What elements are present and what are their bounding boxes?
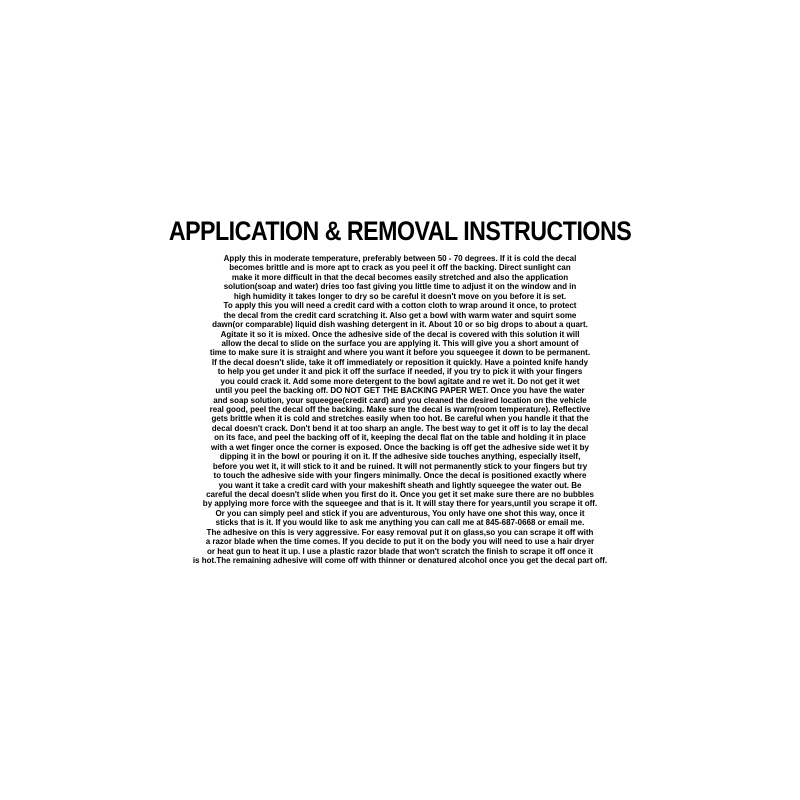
instruction-line: before you wet it, it will stick to it and be ruined. It will not permanently stick to your fingers but try — [212, 460, 588, 471]
instruction-line: to touch the adhesive side with your fingers minimally. Once the decal is positioned exactly where — [213, 470, 587, 481]
instruction-line: until you peel the backing off. DO NOT GET THE BACKING PAPER WET. Once you have the water — [215, 385, 585, 396]
instruction-line: gets brittle when it is cold and stretches easily when too hot. Be careful when you handle it that the — [211, 413, 589, 424]
instruction-line: you want it take a credit card with your makeshift sheath and lightly squeegee the water out. Be — [218, 479, 582, 490]
page-title: APPLICATION & REMOVAL INSTRUCTIONS — [168, 216, 632, 246]
instruction-line: dawn(or comparable) liquid dish washing detergent in it. About 10 or so big drops to about a quart. — [212, 319, 588, 330]
instruction-line: or heat gun to heat it up. I use a plastic razor blade that won't scratch the finish to scrape it off once it — [206, 545, 594, 556]
instruction-line: Apply this in moderate temperature, preferably between 50 - 70 degrees. If it is cold the decal — [223, 253, 577, 263]
instruction-line: and soap solution, your squeegee(credit card) and you cleaned the desired location on the vehicle — [213, 394, 587, 405]
instruction-line: by applying more force with the squeegee and that is it. It will stay there for years,until you scrape it off. — [202, 498, 598, 509]
instruction-line: you could crack it. Add some more detergent to the bowl agitate and re wet it. Do not get it wet — [220, 375, 580, 386]
instruction-line: real good, peel the decal off the backing. Make sure the decal is warm(room temperature). Reflective — [209, 404, 591, 414]
instruction-line: with a wet finger once the corner is exposed. Once the backing is off get the adhesive side wet it by — [211, 441, 589, 452]
instruction-line: solution(soap and water) dries too fast giving you little time to adjust it on the window and in — [223, 281, 577, 292]
instruction-line: Or you can simply peel and stick if you are adventurous, You only have one shot this way, once it — [215, 507, 585, 518]
instruction-line: allow the decal to slide on the surface you are applying it. This will give you a short amount of — [221, 337, 579, 348]
instruction-line: To apply this you will need a credit card with a cotton cloth to wrap around it once, to protect — [223, 300, 577, 311]
instruction-line: sticks that is it. If you would like to ask me anything you can call me at 845-687-0668 or email me. — [215, 517, 585, 528]
instruction-line: a razor blade when the time comes. If you decide to put it on the body you will need to use a hair dryer — [205, 536, 595, 547]
instruction-line: The adhesive on this is very aggressive. For easy removal put it on glass,so you can scrape it off with — [206, 526, 594, 537]
instruction-line: make it more difficult in that the decal becomes easily stretched and also the application — [231, 271, 569, 282]
instruction-line: the decal from the credit card scratching it. Also get a bowl with warm water and squirt some — [223, 309, 577, 320]
instruction-line: Agitate it so it is mixed. Once the adhesive side of the decal is covered with this solution it will — [220, 328, 580, 339]
instruction-line: careful the decal doesn't slide when you first do it. Once you get it set make sure there are no bubbles — [206, 488, 594, 499]
instruction-line: time to make sure it is straight and where you want it before you squeegee it down to be permanent. — [209, 347, 591, 358]
instruction-line: dipping it in the bowl or pouring it on it. If the adhesive side touches anything, especially itself, — [219, 451, 581, 462]
instruction-line: on its face, and peel the backing off of it, keeping the decal flat on the table and holding it in place — [214, 432, 586, 443]
instruction-line: to help you get under it and pick it off the surface if needed, if you try to pick it with your fingers — [217, 366, 583, 377]
instruction-line: becomes brittle and is more apt to crack as you peel it off the backing. Direct sunlight can — [229, 262, 571, 273]
instruction-line: decal doesn't crack. Don't bend it at too sharp an angle. The best way to get it off is to lay the decal — [211, 422, 589, 433]
instructions-body — [0, 254, 800, 565]
instruction-line: high humidity it takes longer to dry so be careful it doesn't move on you before it is set. — [233, 290, 567, 301]
instruction-line: is hot.The remaining adhesive will come off with thinner or denatured alcohol once you get the decal part off. — [192, 555, 608, 565]
instruction-line: If the decal doesn't slide, take it off immediately or reposition it quickly. Have a pointed knife handy — [211, 356, 589, 367]
